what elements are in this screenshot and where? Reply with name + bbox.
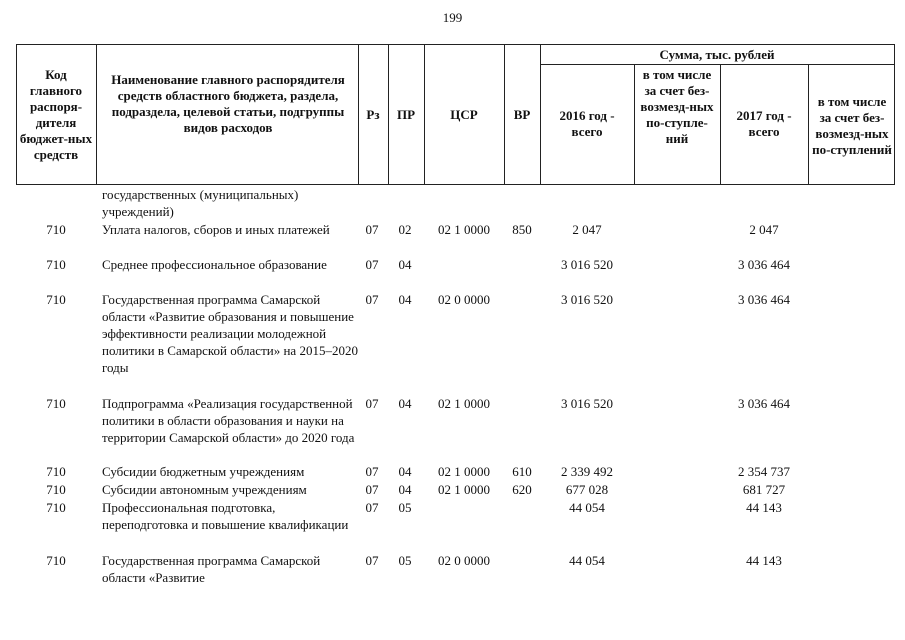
cell-2016-total: 3 016 520 [561, 257, 613, 272]
cell-rz: 07 [365, 482, 379, 497]
header-bottom-rule [16, 184, 894, 185]
cell-2017-total: 681 727 [742, 482, 786, 497]
cell-code: 710 [46, 553, 66, 568]
header-2017-total: 2017 год - всего [736, 108, 792, 139]
cell-vr: 610 [512, 464, 532, 479]
header-csr: ЦСР [450, 107, 478, 122]
cell-code: 710 [46, 464, 66, 479]
cell-csr: 02 1 0000 [438, 222, 490, 237]
col-rule [96, 44, 97, 185]
cell-2017-total: 2 354 737 [738, 464, 790, 479]
cell-rz: 07 [365, 292, 379, 307]
cell-rz: 07 [365, 396, 379, 411]
cell-code: 710 [46, 500, 66, 515]
header-2016-free: в том числе за счет без-возмезд-ных по-ступле-ний [640, 67, 714, 146]
cell-vr: 850 [512, 222, 532, 237]
col-rule [16, 44, 17, 185]
cell-pr: 05 [398, 500, 412, 515]
cell-2016-total: 44 054 [569, 500, 605, 515]
header-rz: Рз [366, 107, 380, 122]
cell-code: 710 [46, 482, 66, 497]
cell-name: Государственная программа Самарской области «Развитие образования и повышение эффективности реализации молодежной политики в Самарской области» на 2015–2020 годы [102, 292, 358, 375]
cell-csr: 02 1 0000 [438, 464, 490, 479]
cell-2016-total: 677 028 [565, 482, 609, 497]
cell-rz: 07 [365, 553, 379, 568]
cell-pr: 05 [398, 553, 412, 568]
cell-pr: 04 [398, 396, 412, 411]
header-vr: ВР [513, 107, 531, 122]
cell-rz: 07 [365, 257, 379, 272]
cell-name: Среднее профессиональное образование [102, 257, 327, 272]
cell-vr: 620 [512, 482, 532, 497]
cell-csr: 02 0 0000 [438, 292, 490, 307]
cell-pr: 04 [398, 257, 412, 272]
cell-pr: 04 [398, 464, 412, 479]
cell-2016-total: 2 339 492 [561, 464, 613, 479]
cell-csr: 02 1 0000 [438, 482, 490, 497]
cell-code: 710 [46, 222, 66, 237]
header-pr: ПР [396, 107, 416, 122]
cell-2017-total: 44 143 [746, 500, 782, 515]
cell-name: Государственная программа Самарской области «Развитие [102, 553, 321, 585]
col-rule [634, 64, 635, 185]
cell-2016-total: 3 016 520 [561, 396, 613, 411]
col-rule [720, 64, 721, 185]
cell-name: Уплата налогов, сборов и иных платежей [102, 222, 330, 237]
header-2017-free: в том числе за счет без-возмезд-ных по-ступлений [812, 94, 892, 157]
cell-2017-total: 3 036 464 [738, 396, 790, 411]
header-sum: Сумма, тыс. рублей [659, 47, 775, 62]
cell-2016-total: 3 016 520 [561, 292, 613, 307]
cell-2016-total: 2 047 [572, 222, 602, 237]
header-top-rule [16, 44, 894, 45]
cell-name: государственных (муниципальных) учреждений) [102, 187, 299, 219]
cell-name: Субсидии автономным учреждениям [102, 482, 307, 497]
cell-2017-total: 3 036 464 [738, 257, 790, 272]
cell-code: 710 [46, 396, 66, 411]
header-code: Код главного распоря-дителя бюджет-ных средств [19, 67, 93, 162]
cell-csr: 02 0 0000 [438, 553, 490, 568]
cell-2017-total: 3 036 464 [738, 292, 790, 307]
cell-rz: 07 [365, 500, 379, 515]
cell-csr: 02 1 0000 [438, 396, 490, 411]
cell-name: Профессиональная подготовка, переподготовка и повышение квалификации [102, 500, 349, 532]
col-rule [894, 44, 895, 185]
cell-pr: 02 [398, 222, 412, 237]
sum-group-rule [540, 64, 894, 65]
cell-code: 710 [46, 292, 66, 307]
col-rule [540, 44, 541, 185]
cell-pr: 04 [398, 292, 412, 307]
page-number: 199 [442, 10, 463, 25]
header-2016-total: 2016 год - всего [559, 108, 615, 139]
cell-code: 710 [46, 257, 66, 272]
header-name: Наименование главного распорядителя средств областного бюджета, раздела, подраздела, целевой статьи, подгруппы видов расходов [111, 72, 345, 135]
cell-2017-total: 2 047 [749, 222, 779, 237]
cell-2017-total: 44 143 [746, 553, 782, 568]
col-rule [808, 64, 809, 185]
cell-rz: 07 [365, 464, 379, 479]
cell-rz: 07 [365, 222, 379, 237]
table-header [0, 44, 905, 185]
cell-2016-total: 44 054 [569, 553, 605, 568]
cell-pr: 04 [398, 482, 412, 497]
cell-name: Субсидии бюджетным учреждениям [102, 464, 305, 479]
cell-name: Подпрограмма «Реализация государственной политики в области образования и науки на территории Самарской области» до 2020 года [102, 396, 355, 445]
